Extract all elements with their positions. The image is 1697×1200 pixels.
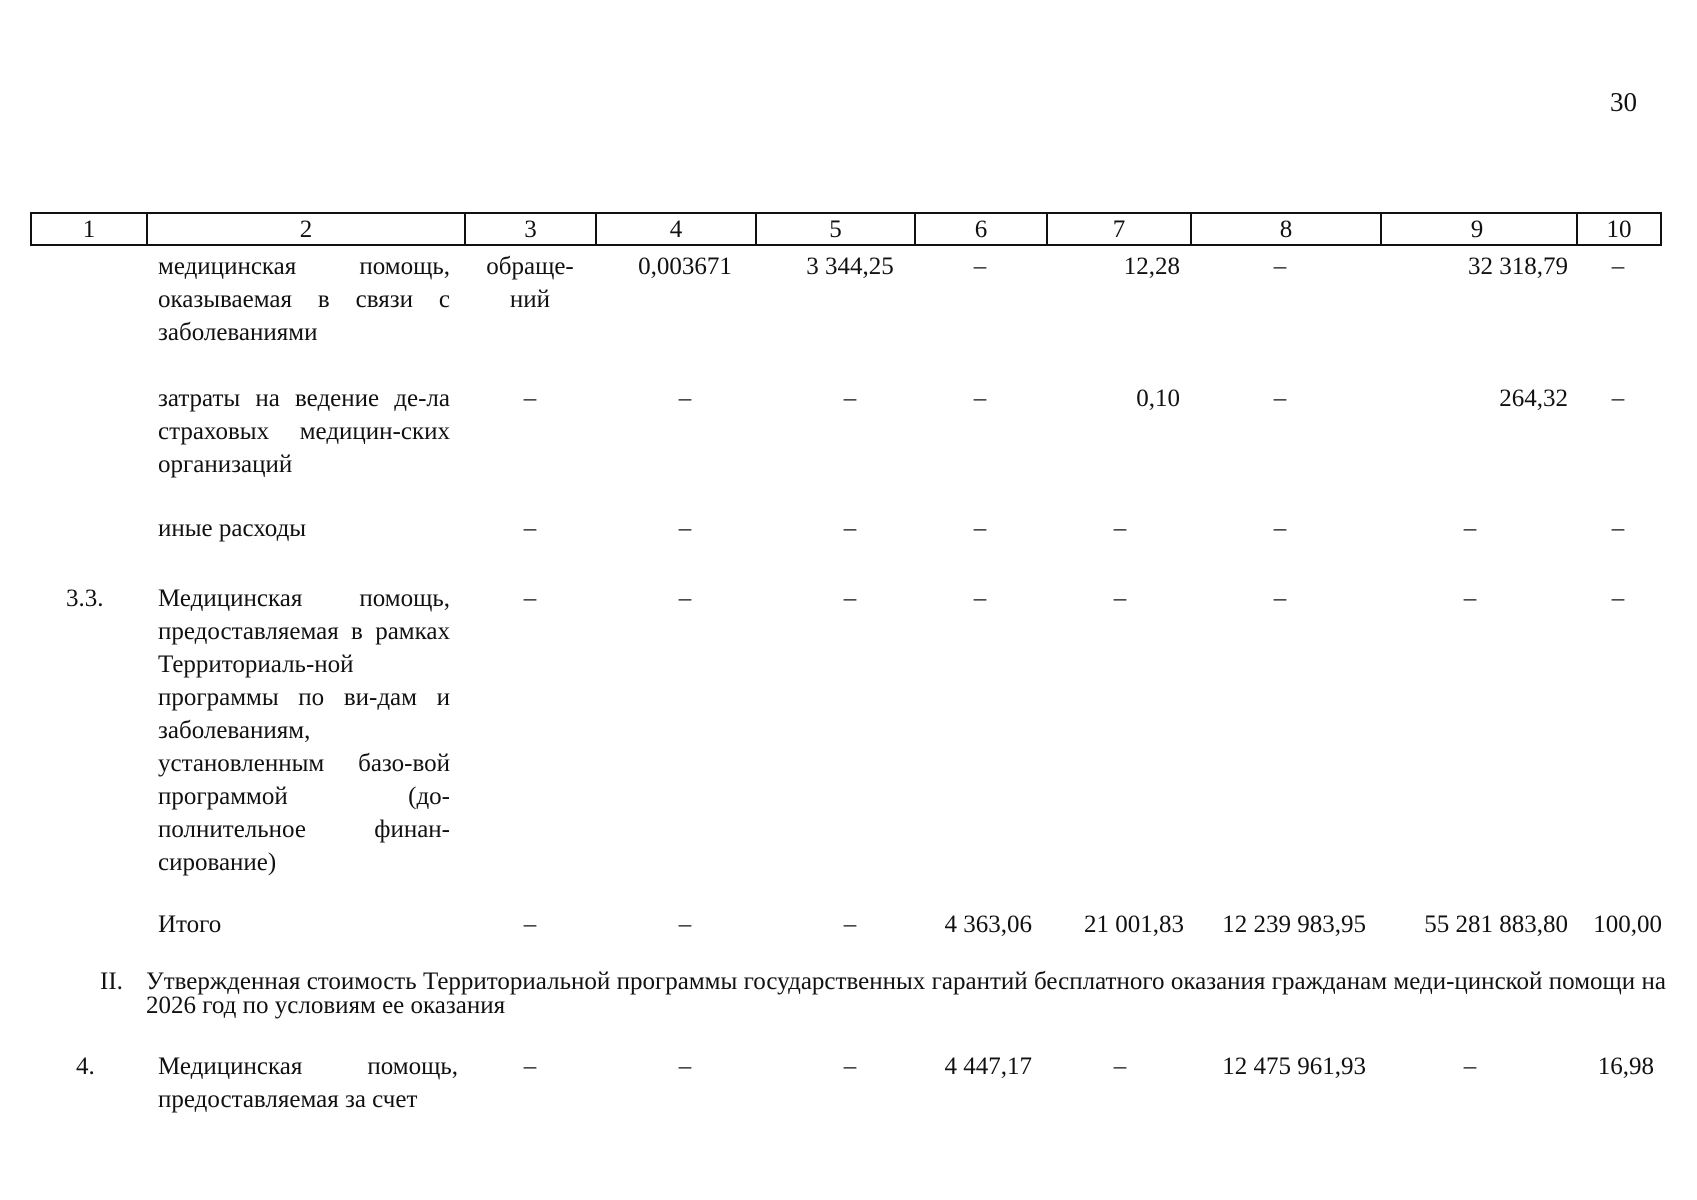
row-col7: 12,28 <box>1123 253 1180 280</box>
row-col9: – <box>1463 1053 1477 1080</box>
section-title: Утвержденная стоимость Территориальной программы государственных гарантий бесплатного оказания гражданам меди-цинской помощи на 2026 год по условиям ее оказания <box>146 968 1666 1019</box>
row-unit: – <box>523 1053 537 1080</box>
row-unit: – <box>523 515 537 542</box>
row-col10: – <box>1611 585 1625 612</box>
row-col10: – <box>1611 385 1625 412</box>
row-description: затраты на ведение де-ла страховых медицин-ских организаций <box>158 385 450 478</box>
row-description: медицинская помощь, оказываемая в связи с заболеваниями <box>158 253 450 346</box>
row-description: Медицинская помощь, предоставляемая в рамках Территориаль-ной программы по ви-дам и заболеваниям, установленным базо-вой программой (до-полнительное финан-сирование) <box>158 585 450 876</box>
row-col5: – <box>843 911 857 938</box>
column-header-6: 6 <box>916 214 1048 244</box>
row-col6: – <box>973 585 987 612</box>
column-header-10: 10 <box>1576 214 1660 244</box>
row-col10: 16,98 <box>1597 1053 1654 1080</box>
row-col7: – <box>1113 515 1127 542</box>
row-col9: 32 318,79 <box>1468 253 1568 280</box>
row-unit: обраще-ний <box>486 253 574 313</box>
row-number: 3.3. <box>66 585 104 612</box>
row-col10: – <box>1611 253 1625 280</box>
table-header <box>30 212 1662 246</box>
row-col9: – <box>1463 585 1477 612</box>
row-col8: 12 239 983,95 <box>1222 911 1366 938</box>
row-col9: 264,32 <box>1499 385 1568 412</box>
row-unit: – <box>523 911 537 938</box>
row-col5: – <box>843 585 857 612</box>
row-col5: 3 344,25 <box>806 253 894 280</box>
row-col6: 4 363,06 <box>944 911 1032 938</box>
row-col8: – <box>1273 253 1287 280</box>
column-header-4: 4 <box>597 214 757 244</box>
row-col10: – <box>1611 515 1625 542</box>
row-col9: – <box>1463 515 1477 542</box>
row-description: Итого <box>158 911 222 938</box>
column-header-5: 5 <box>757 214 916 244</box>
column-header-9: 9 <box>1470 216 1484 243</box>
row-col5: – <box>843 515 857 542</box>
row-col4: – <box>678 1053 692 1080</box>
row-col8: 12 475 961,93 <box>1222 1053 1366 1080</box>
row-col7: 21 001,83 <box>1084 911 1184 938</box>
row-unit: – <box>523 585 537 612</box>
row-col8: – <box>1273 585 1287 612</box>
column-header-1: 1 <box>32 214 148 244</box>
column-header-3: 3 <box>466 214 597 244</box>
section-number: II. <box>100 968 123 995</box>
row-col5: – <box>843 385 857 412</box>
row-col4: – <box>678 911 692 938</box>
row-col4: – <box>678 585 692 612</box>
column-header-8: 8 <box>1192 214 1382 244</box>
column-header-7: 7 <box>1048 214 1192 244</box>
row-col5: – <box>843 1053 857 1080</box>
row-col8: – <box>1273 385 1287 412</box>
row-col7: – <box>1113 585 1127 612</box>
row-col9: 55 281 883,80 <box>1424 911 1568 938</box>
row-description: иные расходы <box>158 515 307 542</box>
row-unit: – <box>523 385 537 412</box>
column-header-2: 2 <box>148 214 466 244</box>
row-number: 4. <box>76 1053 95 1080</box>
row-col4: – <box>678 385 692 412</box>
row-col7: 0,10 <box>1136 385 1180 412</box>
row-col4: – <box>678 515 692 542</box>
row-col6: 4 447,17 <box>944 1053 1032 1080</box>
row-description: Медицинская помощь, предоставляемая за счет <box>158 1053 458 1113</box>
row-col6: – <box>973 253 987 280</box>
row-col6: – <box>973 515 987 542</box>
row-col8: – <box>1273 515 1287 542</box>
row-col4: 0,003671 <box>638 253 732 280</box>
page-number: 30 <box>1610 87 1637 117</box>
row-col10: 100,00 <box>1593 911 1662 938</box>
row-col6: – <box>973 385 987 412</box>
row-col7: – <box>1113 1053 1127 1080</box>
